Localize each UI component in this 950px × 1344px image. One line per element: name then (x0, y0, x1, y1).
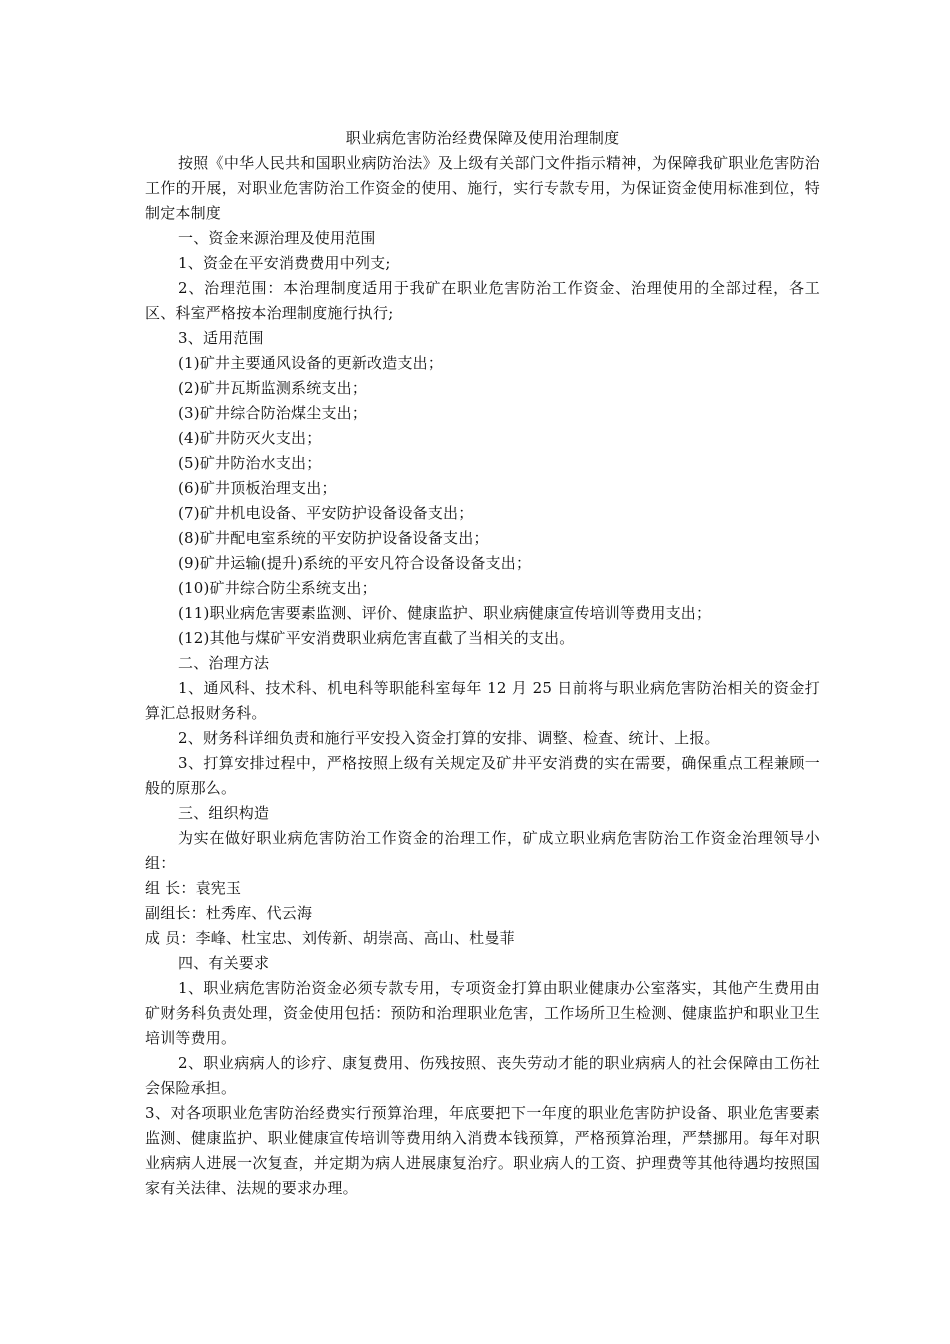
paragraph: 四、有关要求 (178, 954, 270, 972)
paragraph: 为实在做好职业病危害防治工作资金的治理工作，矿成立职业病危害防治工作资金治理领导小组： (145, 829, 820, 872)
paragraph: 1、职业病危害防治资金必须专款专用，专项资金打算由职业健康办公室落实，其他产生费用由矿财务科负责处理，资金使用包括：预防和治理职业危害，工作场所卫生检测、健康监护和职业卫生培训等费用。 (145, 979, 820, 1047)
paragraph: 按照《中华人民共和国职业病防治法》及上级有关部门文件指示精神，为保障我矿职业危害防治工作的开展，对职业危害防治工作资金的使用、施行，实行专款专用，为保证资金使用标准到位，特制定本制度 (145, 154, 820, 222)
paragraph: 3、打算安排过程中，严格按照上级有关规定及矿井平安消费的实在需要，确保重点工程兼顾一般的原那么。 (145, 754, 820, 797)
paragraph: 3、对各项职业危害防治经费实行预算治理，年底要把下一年度的职业危害防护设备、职业危害要素监测、健康监护、职业健康宣传培训等费用纳入消费本钱预算，严格预算治理，严禁挪用。每年对职业病病人进展一次复查，并定期为病人进展康复治疗。职业病人的工资、护理费等其他待遇均按照国家有关法律、法规的要求办理。 (145, 1104, 820, 1197)
paragraph: (3)矿井综合防治煤尘支出； (178, 404, 368, 422)
paragraph: 成 员：李峰、杜宝忠、刘传新、胡崇高、高山、杜曼菲 (145, 929, 515, 947)
paragraph: (2)矿井瓦斯监测系统支出； (178, 379, 368, 397)
paragraph: (7)矿井机电设备、平安防护设备设备支出； (178, 504, 474, 522)
paragraph: (8)矿井配电室系统的平安防护设备设备支出； (178, 529, 489, 547)
paragraph: (11)职业病危害要素监测、评价、健康监护、职业病健康宣传培训等费用支出； (178, 604, 712, 622)
document-body (145, 126, 820, 1201)
paragraph: 一、资金来源治理及使用范围 (178, 229, 376, 247)
paragraph: (9)矿井运输(提升)系统的平安凡符合设备设备支出； (178, 554, 532, 572)
paragraph: (5)矿井防治水支出； (178, 454, 322, 472)
paragraph: 1、通风科、技术科、机电科等职能科室每年 12 月 25 日前将与职业病危害防治相关的资金打算汇总报财务科。 (145, 679, 820, 722)
paragraph: (12)其他与煤矿平安消费职业病危害直截了当相关的支出。 (178, 629, 575, 647)
paragraph: (1)矿井主要通风设备的更新改造支出； (178, 354, 444, 372)
paragraph: 二、治理方法 (178, 654, 270, 672)
paragraph: 2、职业病病人的诊疗、康复费用、伤残按照、丧失劳动才能的职业病病人的社会保障由工伤社会保险承担。 (145, 1054, 820, 1097)
paragraph: (6)矿井顶板治理支出； (178, 479, 337, 497)
paragraph: (4)矿井防灭火支出； (178, 429, 322, 447)
paragraph-list (145, 151, 820, 1201)
paragraph: 1、资金在平安消费费用中列支; (178, 254, 391, 272)
paragraph: 3、适用范围 (178, 329, 264, 347)
paragraph: 2、财务科详细负责和施行平安投入资金打算的安排、调整、检查、统计、上报。 (178, 729, 720, 747)
document-title: 职业病危害防治经费保障及使用治理制度 (345, 129, 620, 147)
paragraph: (10)矿井综合防尘系统支出； (178, 579, 377, 597)
paragraph: 2、治理范围：本治理制度适用于我矿在职业危害防治工作资金、治理使用的全部过程，各工区、科室严格按本治理制度施行执行; (145, 279, 820, 322)
paragraph: 副组长：杜秀库、代云海 (145, 904, 313, 922)
paragraph: 三、组织构造 (178, 804, 270, 822)
paragraph: 组 长：袁宪玉 (145, 879, 242, 897)
